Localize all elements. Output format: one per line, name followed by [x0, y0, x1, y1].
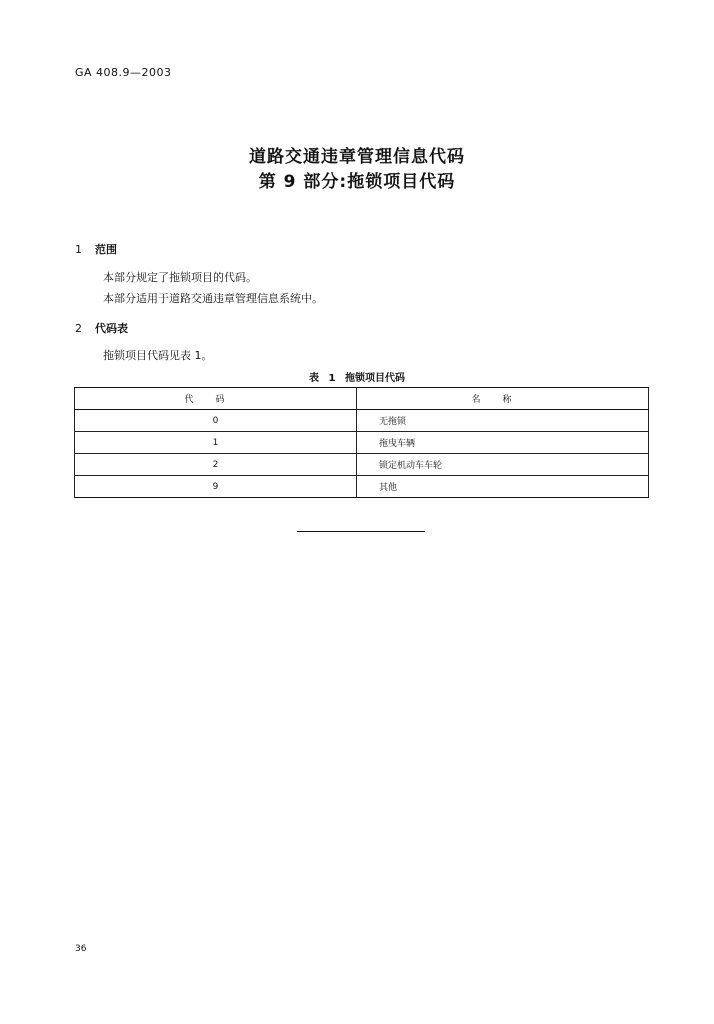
paragraph: 本部分适用于道路交通违章管理信息系统中。: [103, 292, 323, 305]
paragraph: 拖锁项目代码见表 1。: [103, 349, 213, 362]
section-number: 2: [75, 322, 82, 335]
code-cell: 0: [75, 410, 357, 432]
code-table: [74, 387, 649, 498]
table-row: [75, 476, 649, 498]
document-subtitle: 第 9 部分:拖锁项目代码: [258, 172, 456, 192]
code-cell: 2: [75, 454, 357, 476]
end-of-document-rule: [297, 531, 425, 532]
section-title: 代码表: [95, 322, 128, 335]
name-cell: 拖曳车辆: [357, 432, 649, 454]
table-row: [75, 432, 649, 454]
table-header-row: [75, 388, 649, 410]
table-caption: 表 1 拖锁项目代码: [309, 373, 405, 384]
standard-code: GA 408.9—2003: [75, 66, 172, 79]
document-title: 道路交通违章管理信息代码: [249, 147, 465, 167]
section-heading-scope: [75, 241, 117, 257]
column-header-code: 代码: [75, 388, 357, 410]
paragraph: 本部分规定了拖锁项目的代码。: [103, 271, 257, 284]
section-heading-code-table: [75, 320, 128, 336]
section-number: 1: [75, 243, 82, 256]
column-header-name: 名称: [357, 388, 649, 410]
page-number: 36: [75, 944, 87, 954]
name-cell: 其他: [357, 476, 649, 498]
name-cell: 锁定机动车车轮: [357, 454, 649, 476]
code-cell: 1: [75, 432, 357, 454]
section-title: 范围: [95, 243, 117, 256]
name-cell: 无拖锁: [357, 410, 649, 432]
table-row: [75, 454, 649, 476]
table-row: [75, 410, 649, 432]
code-cell: 9: [75, 476, 357, 498]
